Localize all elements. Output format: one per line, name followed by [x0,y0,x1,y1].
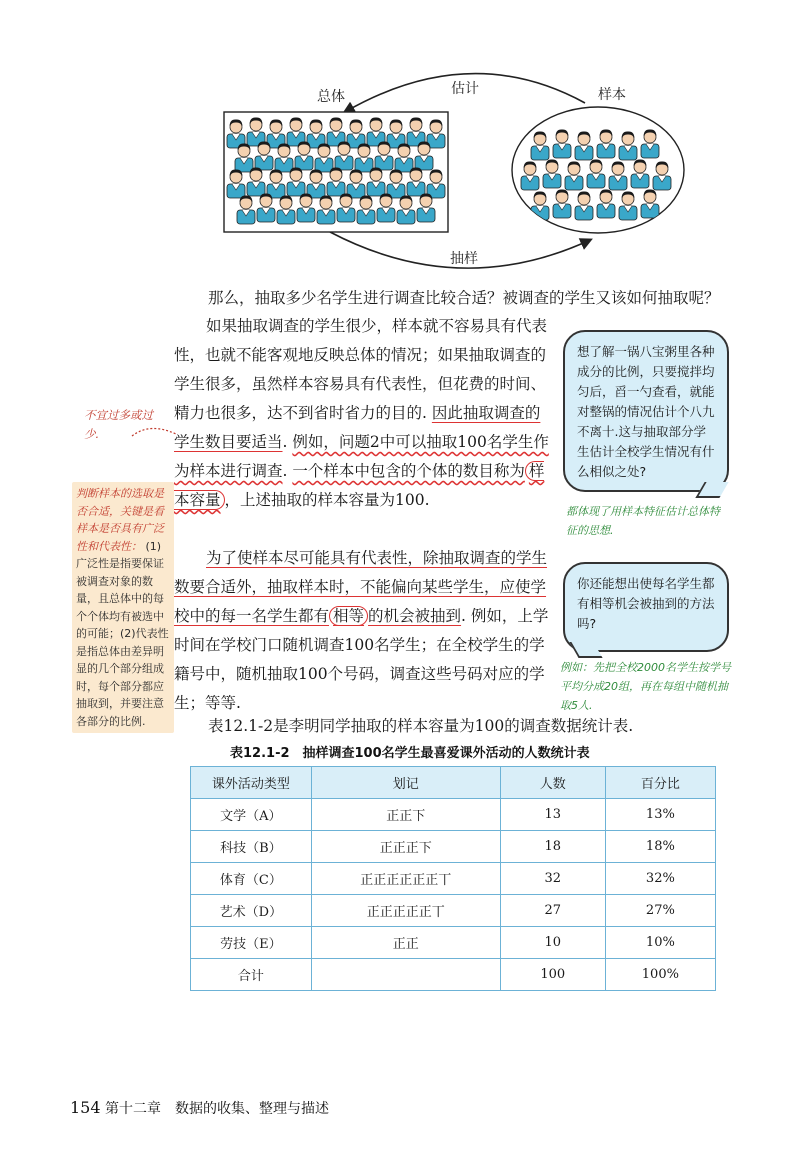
p2-definition: 一个样本中包含的个体的数目称为 [292,462,525,480]
page-footer [70,1098,329,1118]
table-cell: 13 [500,799,605,831]
p3-text-d: 例如，上学时间在学校门口随机调查100名学生；在全校学生的学籍号中，随机抽取100个号码，调查这些号码对应的学生；等等. [174,607,549,712]
table-cell: 100 [500,959,605,991]
p3-text-a: 为了使样本尽可能具有代表性，除抽取调查的学生数要合适外，抽取样本时，不能偏向某些学生， [174,549,548,596]
table-cell: 32 [500,863,605,895]
table-row [191,863,716,895]
paragraph-representative: 为了使样本尽可能具有代表性，除抽取调查的学生数要合适外，抽取样本时，不能偏向某些学生，应使学校中的每一名学生都有 相等 的机会被抽到. 例如，上学时间在学校门口随机调查100名学生；在全校学生的学籍号中，随机抽取100个号码，调查这些号码对应的学生；等等. [174,549,549,712]
page-number: 154 [70,1098,101,1117]
table-cell: 正正正正正正丅 [311,863,500,895]
paragraph-question: 那么，抽取多少名学生进行调查比较合适？被调查的学生又该如何抽取呢？ [208,289,720,307]
table-caption: 表12.1-2 抽样调查100名学生最喜爱课外活动的人数统计表 [230,746,590,761]
table-cell: 正正 [311,927,500,959]
label-population: 总体 [317,89,345,105]
answer-note-1: 都体现了用样本特征估计总体特征的思想. [566,505,720,537]
table-row [191,799,716,831]
thought-bubble-porridge: 想了解一锅八宝粥里各种成分的比例，只要搅拌均匀后，舀一勺查看，就能对整锅的情况估计个八九不离十.这与抽取部分学生估计全校学生情况有什么相似之处? [563,330,729,492]
table-cell: 18 [500,831,605,863]
thought-bubble-method: 你还能想出使每名学生都有相等机会被抽到的方法吗? [563,562,729,652]
label-sampling: 抽样 [450,251,478,267]
table-cell: 劳技（E） [191,927,312,959]
table-cell: 13% [605,799,715,831]
column-header: 人数 [500,767,605,799]
paragraph-sample-size: 如果抽取调查的学生很少，样本就不容易具有代表性，也就不能客观地反映总体的情况；如果抽取调查的学生很多，虽然样本容易具有代表性，但花费的时间、精力也很多，达不到省时省力的目的. 因此抽取调查的学生数目要适当. 例如，问题2中可以抽取100名学生作为样本进行调查. 一个样本中包含的个体的数目称为 样本容量 ，上述抽取的样本容量为100. [174,317,549,509]
margin-note-amount: 不宜过多或过少. [84,408,153,441]
table-cell: 正正下 [311,799,500,831]
p2-text-a: 如果抽取调查的学生很少，样本就不容易具有代表性，也就不能客观地反映总体的情况；如果抽取调查的学生很多，虽然样本容易具有代表性，但花费的时间、精力也很多，达不到省时省力的目的 [174,317,548,422]
term-equal: 相等 [329,606,368,626]
table-cell: 27 [500,895,605,927]
column-header: 课外活动类型 [191,767,312,799]
label-estimate: 估计 [451,81,479,97]
table-cell: 100% [605,959,715,991]
table-cell: 正正正正正丅 [311,895,500,927]
answer-note-2: 例如：先把全校2000名学生按学号平均分成20组，再在每组中随机抽取5人. [560,661,731,712]
term-sample-size: 样本容量 [174,462,545,509]
table-cell: 10% [605,927,715,959]
table-cell [311,959,500,991]
table-cell: 文学（A） [191,799,312,831]
table-cell: 32% [605,863,715,895]
table-row-total [191,959,716,991]
p3-text-b: 应使学校中的每一名学生都有 [174,578,547,625]
table-cell: 10 [500,927,605,959]
column-header: 百分比 [605,767,715,799]
p2-emphasis: 因此抽取调查的学生数目要适当 [174,404,541,451]
criteria-body: (1)广泛性是指要保证被调查对象的数量，且总体中的每个个体均有被选中的可能；(2)代表性是指总体由差异明显的几个部分组成时，每个部分都应抽取到，并要注意各部分的比例. [76,539,169,728]
p2-text-e: 上述抽取的样本容量为100. [240,491,430,509]
table-cell: 18% [605,831,715,863]
p3-text-c: 的机会被抽到 [368,607,462,625]
activity-stats-table [190,766,716,991]
p2-example: 例如，问题2中可以抽取100名学生作为样本进行调查 [174,433,549,480]
criteria-title: 判断样本的选取是否合适，关键是看样本是否具有广泛性和代表性： [76,487,164,553]
column-header: 划记 [311,767,500,799]
table-row [191,831,716,863]
table-cell: 正正正下 [311,831,500,863]
table-cell: 合计 [191,959,312,991]
chapter-title: 第十二章 数据的收集、整理与描述 [105,1101,329,1117]
paragraph-table-intro: 表12.1-2是李明同学抽取的样本容量为100的调查数据统计表. [208,717,634,735]
label-sample: 样本 [598,87,626,103]
table-cell: 艺术（D） [191,895,312,927]
sampling-illustration [0,0,800,280]
table-row [191,927,716,959]
table-cell: 科技（B） [191,831,312,863]
table-header-row [191,767,716,799]
margin-note-criteria [72,482,174,733]
table-row [191,895,716,927]
margin-note-pointer [130,420,180,440]
table-cell: 27% [605,895,715,927]
table-cell: 体育（C） [191,863,312,895]
